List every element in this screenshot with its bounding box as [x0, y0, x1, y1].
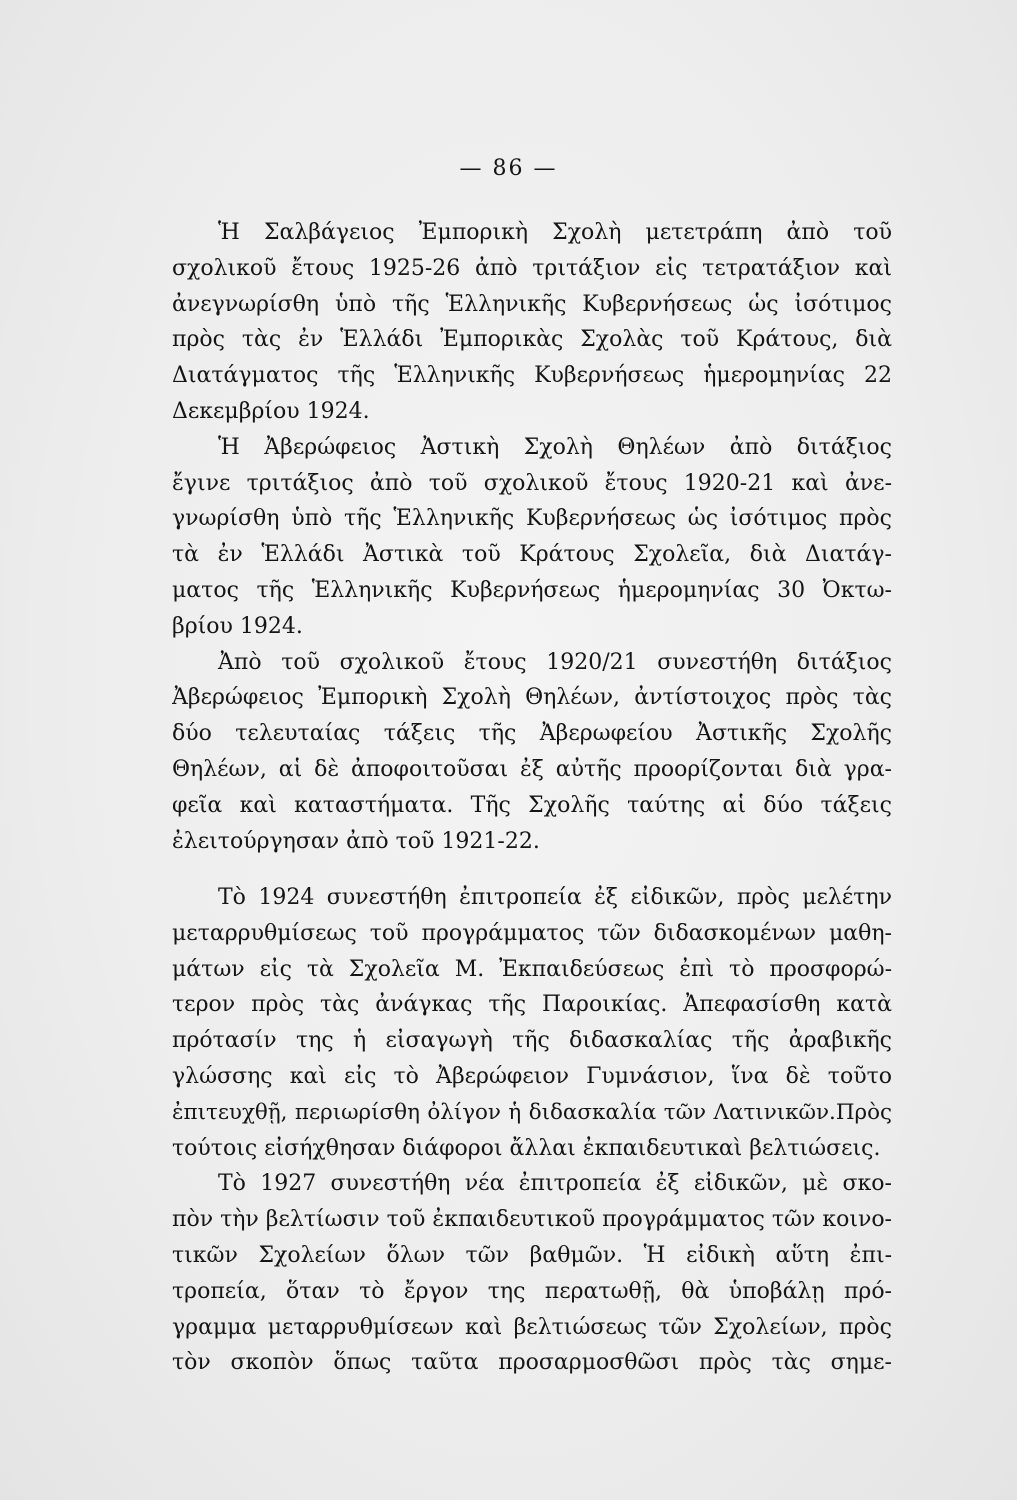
text-line: Ἀβερώφειος Ἐμπορικὴ Σχολὴ Θηλέων, ἀντίστοιχος πρὸς τὰς	[172, 685, 892, 711]
text-line: τερον πρὸς τὰς ἀνάγκας τῆς Παροικίας. Ἀπεφασίσθη κατὰ	[172, 992, 892, 1018]
text-line: πρότασίν της ἡ εἰσαγωγὴ τῆς διδασκαλίας τῆς ἀραβικῆς	[172, 1028, 892, 1054]
text-line: ἐπιτευχθῇ, περιωρίσθη ὀλίγον ἡ διδασκαλία τῶν Λατινικῶν.Πρὸς	[172, 1099, 892, 1125]
text-line: πρὸς τὰς ἐν Ἑλλάδι Ἐμπορικὰς Σχολὰς τοῦ Κράτους, διὰ	[172, 327, 892, 353]
text-line: Τὸ 1924 συνεστήθη ἐπιτροπεία ἐξ εἰδικῶν, πρὸς μελέτην	[218, 885, 892, 910]
text-line: ἐλειτούργησαν ἀπὸ τοῦ 1921-22.	[172, 828, 540, 854]
text-line: τικῶν Σχολείων ὅλων τῶν βαθμῶν. Ἡ εἰδικὴ αὕτη ἐπι-	[172, 1242, 892, 1268]
text-line: Ἡ Σαλβάγειος Ἐμπορικὴ Σχολὴ μετετράπη ἀπὸ τοῦ	[218, 220, 892, 245]
text-line: Τὸ 1927 συνεστήθη νέα ἐπιτροπεία ἐξ εἰδικῶν, μὲ σκο-	[218, 1171, 892, 1197]
text-line: μάτων εἰς τὰ Σχολεῖα Μ. Ἐκπαιδεύσεως ἐπὶ τὸ προσφορώ-	[172, 956, 892, 982]
text-line: φεῖα καὶ καταστήματα. Τῆς Σχολῆς ταύτης αἱ δύο τάξεις	[172, 792, 892, 818]
text-line: βρίου 1924.	[172, 613, 303, 639]
text-line: τὰ ἐν Ἑλλάδι Ἀστικὰ τοῦ Κράτους Σχολεῖα, διὰ Διατάγ-	[172, 542, 892, 568]
text-line: Διατάγματος τῆς Ἑλληνικῆς Κυβερνήσεως ἡμερομηνίας 22	[172, 363, 892, 389]
text-line: μεταρρυθμίσεως τοῦ προγράμματος τῶν διδασκομένων μαθη-	[172, 920, 892, 946]
text-line: ἔγινε τριτάξιος ἀπὸ τοῦ σχολικοῦ ἔτους 1920-21 καὶ ἀνε-	[172, 470, 892, 496]
text-line: τροπεία, ὅταν τὸ ἔργον της περατωθῇ, θὰ ὑποβάλῃ πρό-	[172, 1278, 892, 1304]
text-block-1	[172, 215, 892, 859]
text-line: ἀνεγνωρίσθη ὑπὸ τῆς Ἑλληνικῆς Κυβερνήσεως ὡς ἰσότιμος	[172, 291, 892, 317]
text-line: Ἡ Ἀβερώφειος Ἀστικὴ Σχολὴ Θηλέων ἀπὸ διτάξιος	[218, 434, 892, 460]
text-line: σχολικοῦ ἔτους 1925-26 ἀπὸ τριτάξιον εἰς τετρατάξιον καὶ	[172, 255, 892, 281]
text-line: Θηλέων, αἱ δὲ ἀποφοιτοῦσαι ἐξ αὐτῆς προορίζονται διὰ γρα-	[172, 756, 892, 782]
text-block-2	[172, 880, 892, 1381]
text-line: γνωρίσθη ὑπὸ τῆς Ἑλληνικῆς Κυβερνήσεως ὡς ἰσότιμος πρὸς	[172, 506, 892, 532]
text-line: ματος τῆς Ἑλληνικῆς Κυβερνήσεως ἡμερομηνίας 30 Ὀκτω-	[172, 577, 892, 603]
page-number: — 86 —	[459, 156, 558, 181]
text-line: πὸν τὴν βελτίωσιν τοῦ ἐκπαιδευτικοῦ προγράμματος τῶν κοινο-	[172, 1207, 892, 1233]
text-line: Ἀπὸ τοῦ σχολικοῦ ἔτους 1920/21 συνεστήθη διτάξιος	[218, 649, 892, 675]
text-line: γραμμα μεταρρυθμίσεων καὶ βελτιώσεως τῶν Σχολείων, πρὸς	[172, 1314, 892, 1340]
text-line: τούτοις εἰσήχθησαν διάφοροι ἄλλαι ἐκπαιδευτικαὶ βελτιώσεις.	[172, 1135, 881, 1161]
text-line: τὸν σκοπὸν ὅπως ταῦτα προσαρμοσθῶσι πρὸς τὰς σημε-	[172, 1350, 892, 1376]
text-line: Δεκεμβρίου 1924.	[172, 398, 370, 424]
text-line: γλώσσης καὶ εἰς τὸ Ἀβερώφειον Γυμνάσιον, ἵνα δὲ τοῦτο	[172, 1063, 892, 1089]
text-line: δύο τελευταίας τάξεις τῆς Ἀβερωφείου Ἀστικῆς Σχολῆς	[172, 721, 892, 747]
